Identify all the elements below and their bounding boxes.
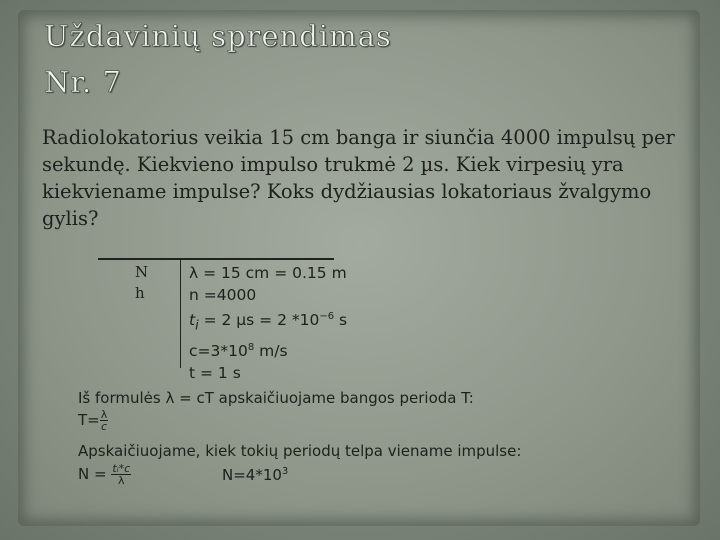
- n-result-base: N=4*10: [222, 466, 282, 484]
- given-wavelength: λ = 15 cm = 0.15 m: [189, 264, 347, 282]
- given-list: [189, 262, 347, 384]
- ti-value: = 2 µs = 2 *10: [198, 311, 320, 330]
- solution-line-formula: Iš formulės λ = cT apskaičiuojame bangos perioda T:: [78, 389, 474, 407]
- given-time: t = 1 s: [189, 364, 241, 383]
- period-fraction: [100, 409, 109, 432]
- unknown-h: h: [135, 284, 145, 302]
- n-numerator: tᵢ*c: [112, 462, 131, 475]
- solution-n-formula: [78, 463, 131, 486]
- given-table-top-rule: [98, 258, 334, 260]
- given-speed-of-light: [189, 337, 347, 362]
- ti-subscript: i: [195, 318, 199, 334]
- period-denominator: c: [100, 420, 108, 433]
- slide-title-line-2: Nr. 7: [44, 65, 122, 99]
- n-lhs: N =: [78, 465, 112, 483]
- ti-symbol: t: [189, 311, 196, 330]
- slide-title-line-1: Uždavinių sprendimas: [44, 19, 392, 53]
- c-base: c=3*10: [189, 342, 248, 361]
- solution-n-result: [222, 466, 288, 484]
- unknown-n: N: [135, 263, 149, 281]
- unknowns-list: [135, 262, 148, 304]
- solution-line-count: Apskaičiuojame, kiek tokių periodų telpa viename impulse:: [78, 442, 522, 460]
- period-lhs: T=: [78, 411, 100, 429]
- ti-exponent: −6: [319, 311, 335, 322]
- c-unit: m/s: [254, 342, 288, 361]
- problem-statement: Radiolokatorius veikia 15 cm banga ir siunčia 4000 impulsų per sekundę. Kiekvieno impulso trukmė 2 µs. Kiek virpesių yra kiekviename impulse? Koks dydžiausias lokatoriaus žvalgymo gylis?: [42, 126, 675, 230]
- n-denominator: λ: [117, 474, 125, 487]
- solution-period-formula: [78, 409, 108, 432]
- given-pulse-count: n =4000: [189, 286, 257, 304]
- n-fraction: [111, 463, 131, 486]
- period-numerator: λ: [100, 408, 108, 421]
- given-table-divider: [180, 260, 181, 368]
- n-result-exponent: 3: [281, 466, 289, 477]
- ti-unit: s: [334, 311, 348, 330]
- given-pulse-duration: [189, 306, 347, 337]
- c-exponent: 8: [247, 342, 255, 354]
